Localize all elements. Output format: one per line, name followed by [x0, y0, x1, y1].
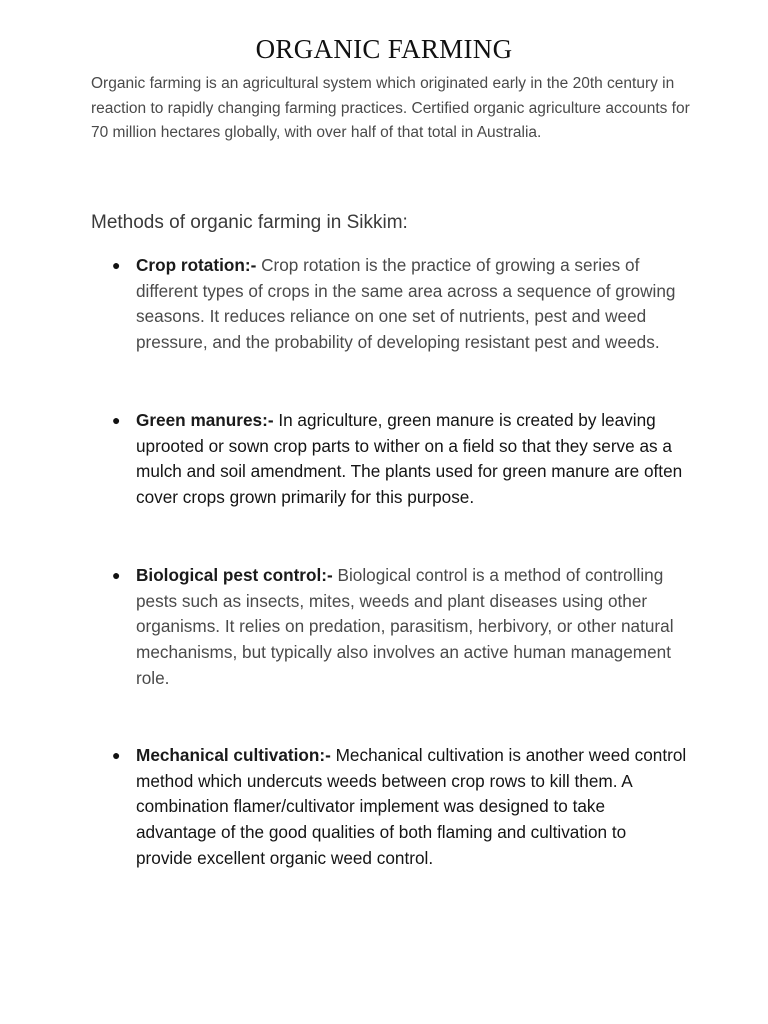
page-title: ORGANIC FARMING [255, 34, 513, 64]
method-term: Mechanical cultivation:- [136, 745, 331, 765]
method-term: Crop rotation:- [136, 255, 257, 275]
method-text [136, 743, 687, 872]
method-text [136, 563, 687, 692]
method-description: Crop rotation is the practice of growing a series of different types of crops in the same area across a sequence of growing seasons. It reduces reliance on one set of nutrients, pest and weed pressure, and the probability of developing resistant pest and weeds. [136, 255, 676, 353]
bullet-icon: ● [112, 567, 121, 583]
method-item-biological-pest-control [112, 563, 687, 692]
bullet-icon: ● [112, 412, 121, 428]
method-item-green-manures [112, 408, 687, 511]
method-item-crop-rotation [112, 253, 687, 356]
method-text [136, 408, 687, 511]
method-description: In agriculture, green manure is created by leaving uprooted or sown crop parts to wither on a field so that they serve as a mulch and soil amendment. The plants used for green manure are often cover crops grown primarily for this purpose. [136, 410, 683, 508]
section-heading: Methods of organic farming in Sikkim: [91, 212, 408, 233]
method-term: Green manures:- [136, 410, 274, 430]
intro-paragraph: Organic farming is an agricultural system which originated early in the 20th century in reaction to rapidly changing farming practices. Certified organic agriculture accounts for 70 million hectares globally, with over half of that total in Australia. [91, 75, 690, 141]
method-term: Biological pest control:- [136, 565, 333, 585]
method-description: Biological control is a method of controlling pests such as insects, mites, weeds and plant diseases using other organisms. It relies on predation, parasitism, herbivory, or other natural mechanisms, but typically also involves an active human management role. [136, 565, 674, 688]
method-text [136, 253, 687, 356]
method-item-mechanical-cultivation [112, 743, 687, 872]
method-description: Mechanical cultivation is another weed control method which undercuts weeds between crop rows to kill them. A combination flamer/cultivator implement was designed to take advantage of the good qualities of both flaming and cultivation to provide excellent organic weed control. [136, 745, 687, 868]
bullet-icon: ● [112, 747, 121, 763]
bullet-icon: ● [112, 257, 121, 273]
